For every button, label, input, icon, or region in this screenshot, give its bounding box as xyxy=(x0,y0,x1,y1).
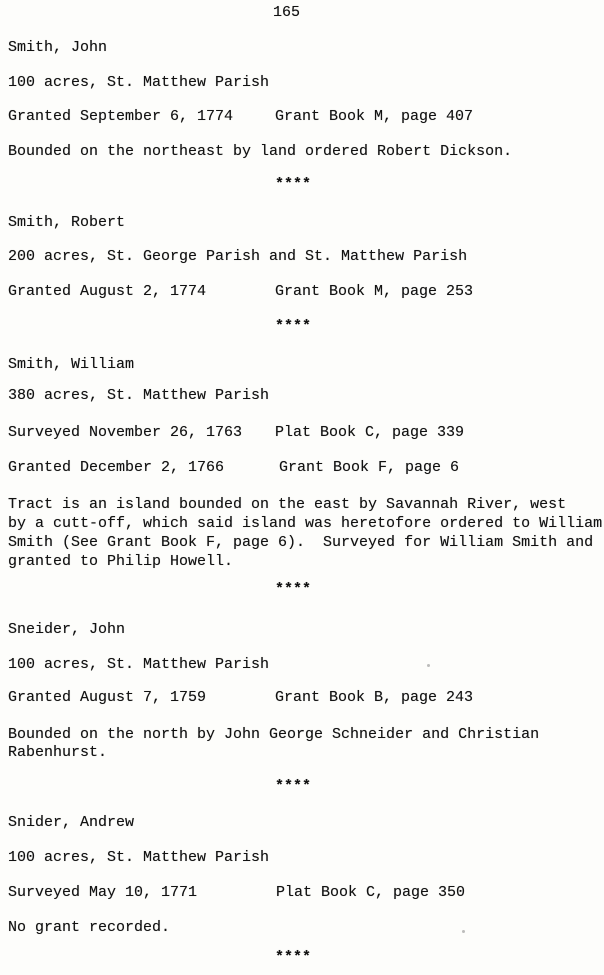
record-note: Smith (See Grant Book F, page 6). Surveyed for William Smith and xyxy=(8,534,594,551)
page-number: 165 xyxy=(273,4,301,21)
record-event-right: Plat Book C, page 350 xyxy=(276,884,466,901)
scan-artifact-dot xyxy=(462,930,465,933)
record-note: Rabenhurst. xyxy=(8,744,108,761)
section-separator: **** xyxy=(275,176,312,193)
record-note: Bounded on the north by John George Schneider and Christian xyxy=(8,726,540,743)
record-acreage: 100 acres, St. Matthew Parish xyxy=(8,656,270,673)
record-event-right: Grant Book M, page 407 xyxy=(275,108,474,125)
record-name: Smith, John xyxy=(8,39,108,56)
record-name: Smith, Robert xyxy=(8,214,126,231)
section-separator: **** xyxy=(275,949,312,966)
record-acreage: 100 acres, St. Matthew Parish xyxy=(8,74,270,91)
record-event-left: Granted December 2, 1766 xyxy=(8,459,225,476)
record-event-left: Granted September 6, 1774 xyxy=(8,108,234,125)
section-separator: **** xyxy=(275,318,312,335)
record-acreage: 380 acres, St. Matthew Parish xyxy=(8,387,270,404)
record-acreage: 200 acres, St. George Parish and St. Matthew Parish xyxy=(8,248,468,265)
record-event-left: Surveyed May 10, 1771 xyxy=(8,884,198,901)
record-note: by a cutt-off, which said island was heretofore ordered to William xyxy=(8,515,603,532)
record-event-right: Grant Book B, page 243 xyxy=(275,689,474,706)
record-note: granted to Philip Howell. xyxy=(8,553,234,570)
section-separator: **** xyxy=(275,778,312,795)
section-separator: **** xyxy=(275,581,312,598)
record-note: Tract is an island bounded on the east by Savannah River, west xyxy=(8,496,567,513)
record-acreage: 100 acres, St. Matthew Parish xyxy=(8,849,270,866)
scan-artifact-dot xyxy=(427,664,430,667)
record-event-left: Granted August 2, 1774 xyxy=(8,283,207,300)
record-event-left: Granted August 7, 1759 xyxy=(8,689,207,706)
record-event-right: Plat Book C, page 339 xyxy=(275,424,465,441)
record-note: No grant recorded. xyxy=(8,919,171,936)
record-name: Snider, Andrew xyxy=(8,814,135,831)
record-event-left: Surveyed November 26, 1763 xyxy=(8,424,243,441)
record-note: Bounded on the northeast by land ordered Robert Dickson. xyxy=(8,143,513,160)
record-event-right: Grant Book F, page 6 xyxy=(279,459,460,476)
record-name: Sneider, John xyxy=(8,621,126,638)
record-event-right: Grant Book M, page 253 xyxy=(275,283,474,300)
record-name: Smith, William xyxy=(8,356,135,373)
